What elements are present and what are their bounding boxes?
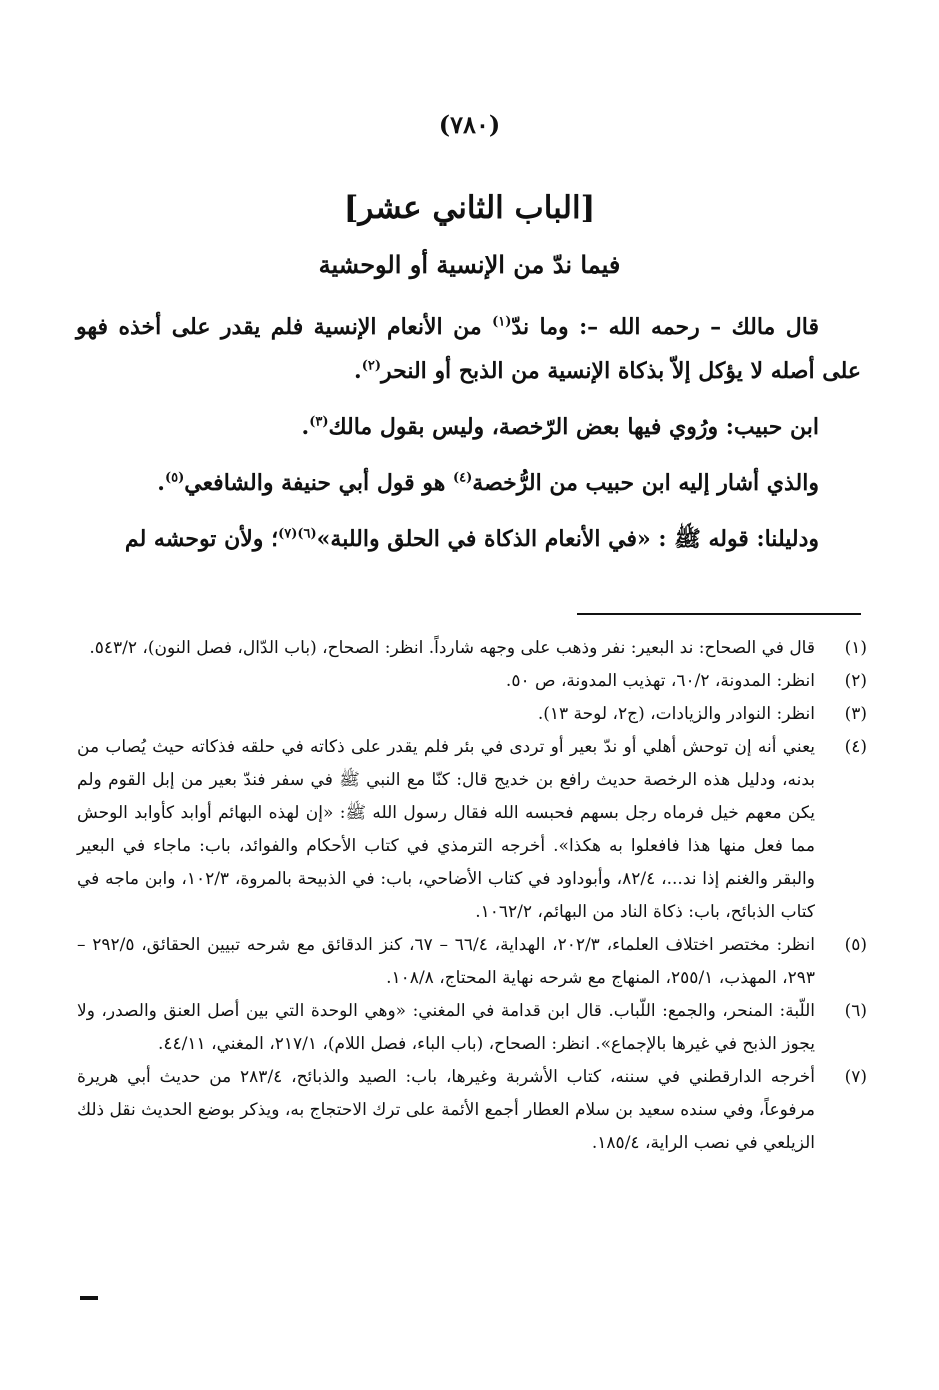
footnote (77, 632, 867, 665)
footnote-number: (٤) (844, 737, 867, 757)
footnote-separator (577, 613, 861, 615)
footnotes (77, 632, 867, 1160)
footnote-number: (٥) (844, 935, 867, 955)
paragraph-text: ودليلنا: قوله ﷺ : «في الأنعام الذكاة في الحلق واللبة» (316, 526, 819, 552)
footnote-text: يعني أنه إن توحش أهلي أو ندّ بعير أو تردى في بئر فلم يقدر على ذكاته في حلقه فذكاته حيث يُصاب من بدنه، ودليل هذه الرخصة حديث رافع بن خديج قال: كنّا مع النبي ﷺ في سفر فندّ بعير من إبل القوم ولم يكن معهم خيل فرماه رجل بسهم فحبسه الله فقال رسول الله ﷺ: «إن لهذه البهائم أوابد كأوابد الوحش مما فعل منها هذا فافعلوا به هكذا». أخرجه الترمذي في كتاب الأحكام والفوائد، باب: ماجاء في البعير والبقر والغنم إذا ند...، ٨٢/٤، وأبوداود في كتاب الأضاحي، باب: في الذبيحة بالمروة، ١٠٢/٣، وابن ماجه في كتاب الذبائح، باب: ذكاة الناد من البهائم، ١٠٦٢/٢. (77, 737, 815, 922)
paragraph-text: ؛ ولأن توحشه لم (124, 526, 279, 552)
footnote (77, 929, 867, 995)
footnote-number: (٢) (844, 671, 867, 691)
footnote (77, 698, 867, 731)
page-number: (٧٨٠) (438, 110, 501, 139)
paragraph-text: ابن حبيب: ورُوي فيها بعض الرّخصة، وليس بقول مالك (328, 414, 819, 440)
paragraph (76, 405, 861, 449)
chapter-title: [الباب الثاني عشر] (343, 190, 596, 226)
paragraph (76, 461, 861, 505)
footnote-marker: (٥) (164, 470, 185, 486)
footnote-number: (٣) (844, 704, 867, 724)
footnote-marker: (٤) (452, 470, 473, 486)
footnote-number: (٦) (844, 1001, 867, 1021)
footnote-marker: (١) (492, 314, 512, 330)
footnote-text: قال في الصحاح: ند البعير: نفر وذهب على وجهه شارداً. انظر: الصحاح، (باب الدّال، فصل النون)، ٥٤٣/٢. (89, 638, 815, 658)
footnote-text: اللّبة: المنحر، والجمع: اللّباب. قال ابن قدامة في المغني: «وهي الوحدة التي بين أصل العنق والصدر، ولا يجوز الذبح في غيرها بالإجماع». انظر: الصحاح، (باب الباء، فصل اللام)، ٢١٧/١، المغني، ٤٤/١١. (77, 1001, 815, 1054)
paragraph (76, 305, 861, 393)
main-text (76, 305, 861, 573)
paragraph-text: . (354, 358, 362, 384)
paragraph-text: قال مالك – رحمه الله –: وما ندّ (511, 314, 819, 340)
footnote (77, 731, 867, 929)
paragraph-text: من الأنعام الإنسية فلم يقدر على أخذه فهو على أصله لا يؤكل إلاّ بذكاة الإنسية من الذبح أو النحر (76, 314, 861, 384)
footnote-marker: (٦)(٧) (278, 526, 317, 542)
footnote-marker: (٢) (361, 358, 381, 374)
chapter-subtitle: فيما ندّ من الإنسية أو الوحشية (318, 250, 621, 279)
footnote-text: انظر: مختصر اختلاف العلماء، ٢٠٢/٣، الهداية، ٦٦/٤ – ٦٧، كنز الدقائق مع شرحه تبيين الحقائق، ٢٩٢/٥ – ٢٩٣، المهذب، ٢٥٥/١، المنهاج مع شرحه نهاية المحتاج، ١٠٨/٨. (77, 935, 816, 988)
paragraph-text: . (157, 470, 165, 496)
footnote-text: أخرجه الدارقطني في سننه، كتاب الأشربة وغيرها، باب: الصيد والذبائح، ٢٨٣/٤ من حديث أبي هريرة مرفوعاً، وفي سنده سعيد بن سلام العطار أجمع الأئمة على ترك الاحتجاج به، ويذكر بوضع الحديث نقل ذلك الزيلعي في نصب الراية، ١٨٥/٤. (77, 1067, 815, 1153)
footnote-text: انظر: النوادر والزيادات، (ج٢، لوحة ١٣). (537, 704, 815, 724)
footnote (77, 665, 867, 698)
footnote (77, 995, 867, 1061)
paragraph-text: . (301, 414, 310, 440)
footnote-number: (١) (844, 638, 867, 658)
paragraph-text: هو قول أبي حنيفة والشافعي (184, 470, 453, 496)
page-end-mark (80, 1296, 98, 1300)
footnote-number: (٧) (844, 1067, 867, 1087)
footnote-text: انظر: المدونة، ٦٠/٢، تهذيب المدونة، ص ٥٠. (505, 671, 815, 691)
paragraph (76, 517, 861, 561)
footnote-marker: (٣) (309, 414, 329, 430)
footnote (77, 1061, 867, 1160)
paragraph-text: والذي أشار إليه ابن حبيب من الرُّخصة (472, 470, 819, 496)
